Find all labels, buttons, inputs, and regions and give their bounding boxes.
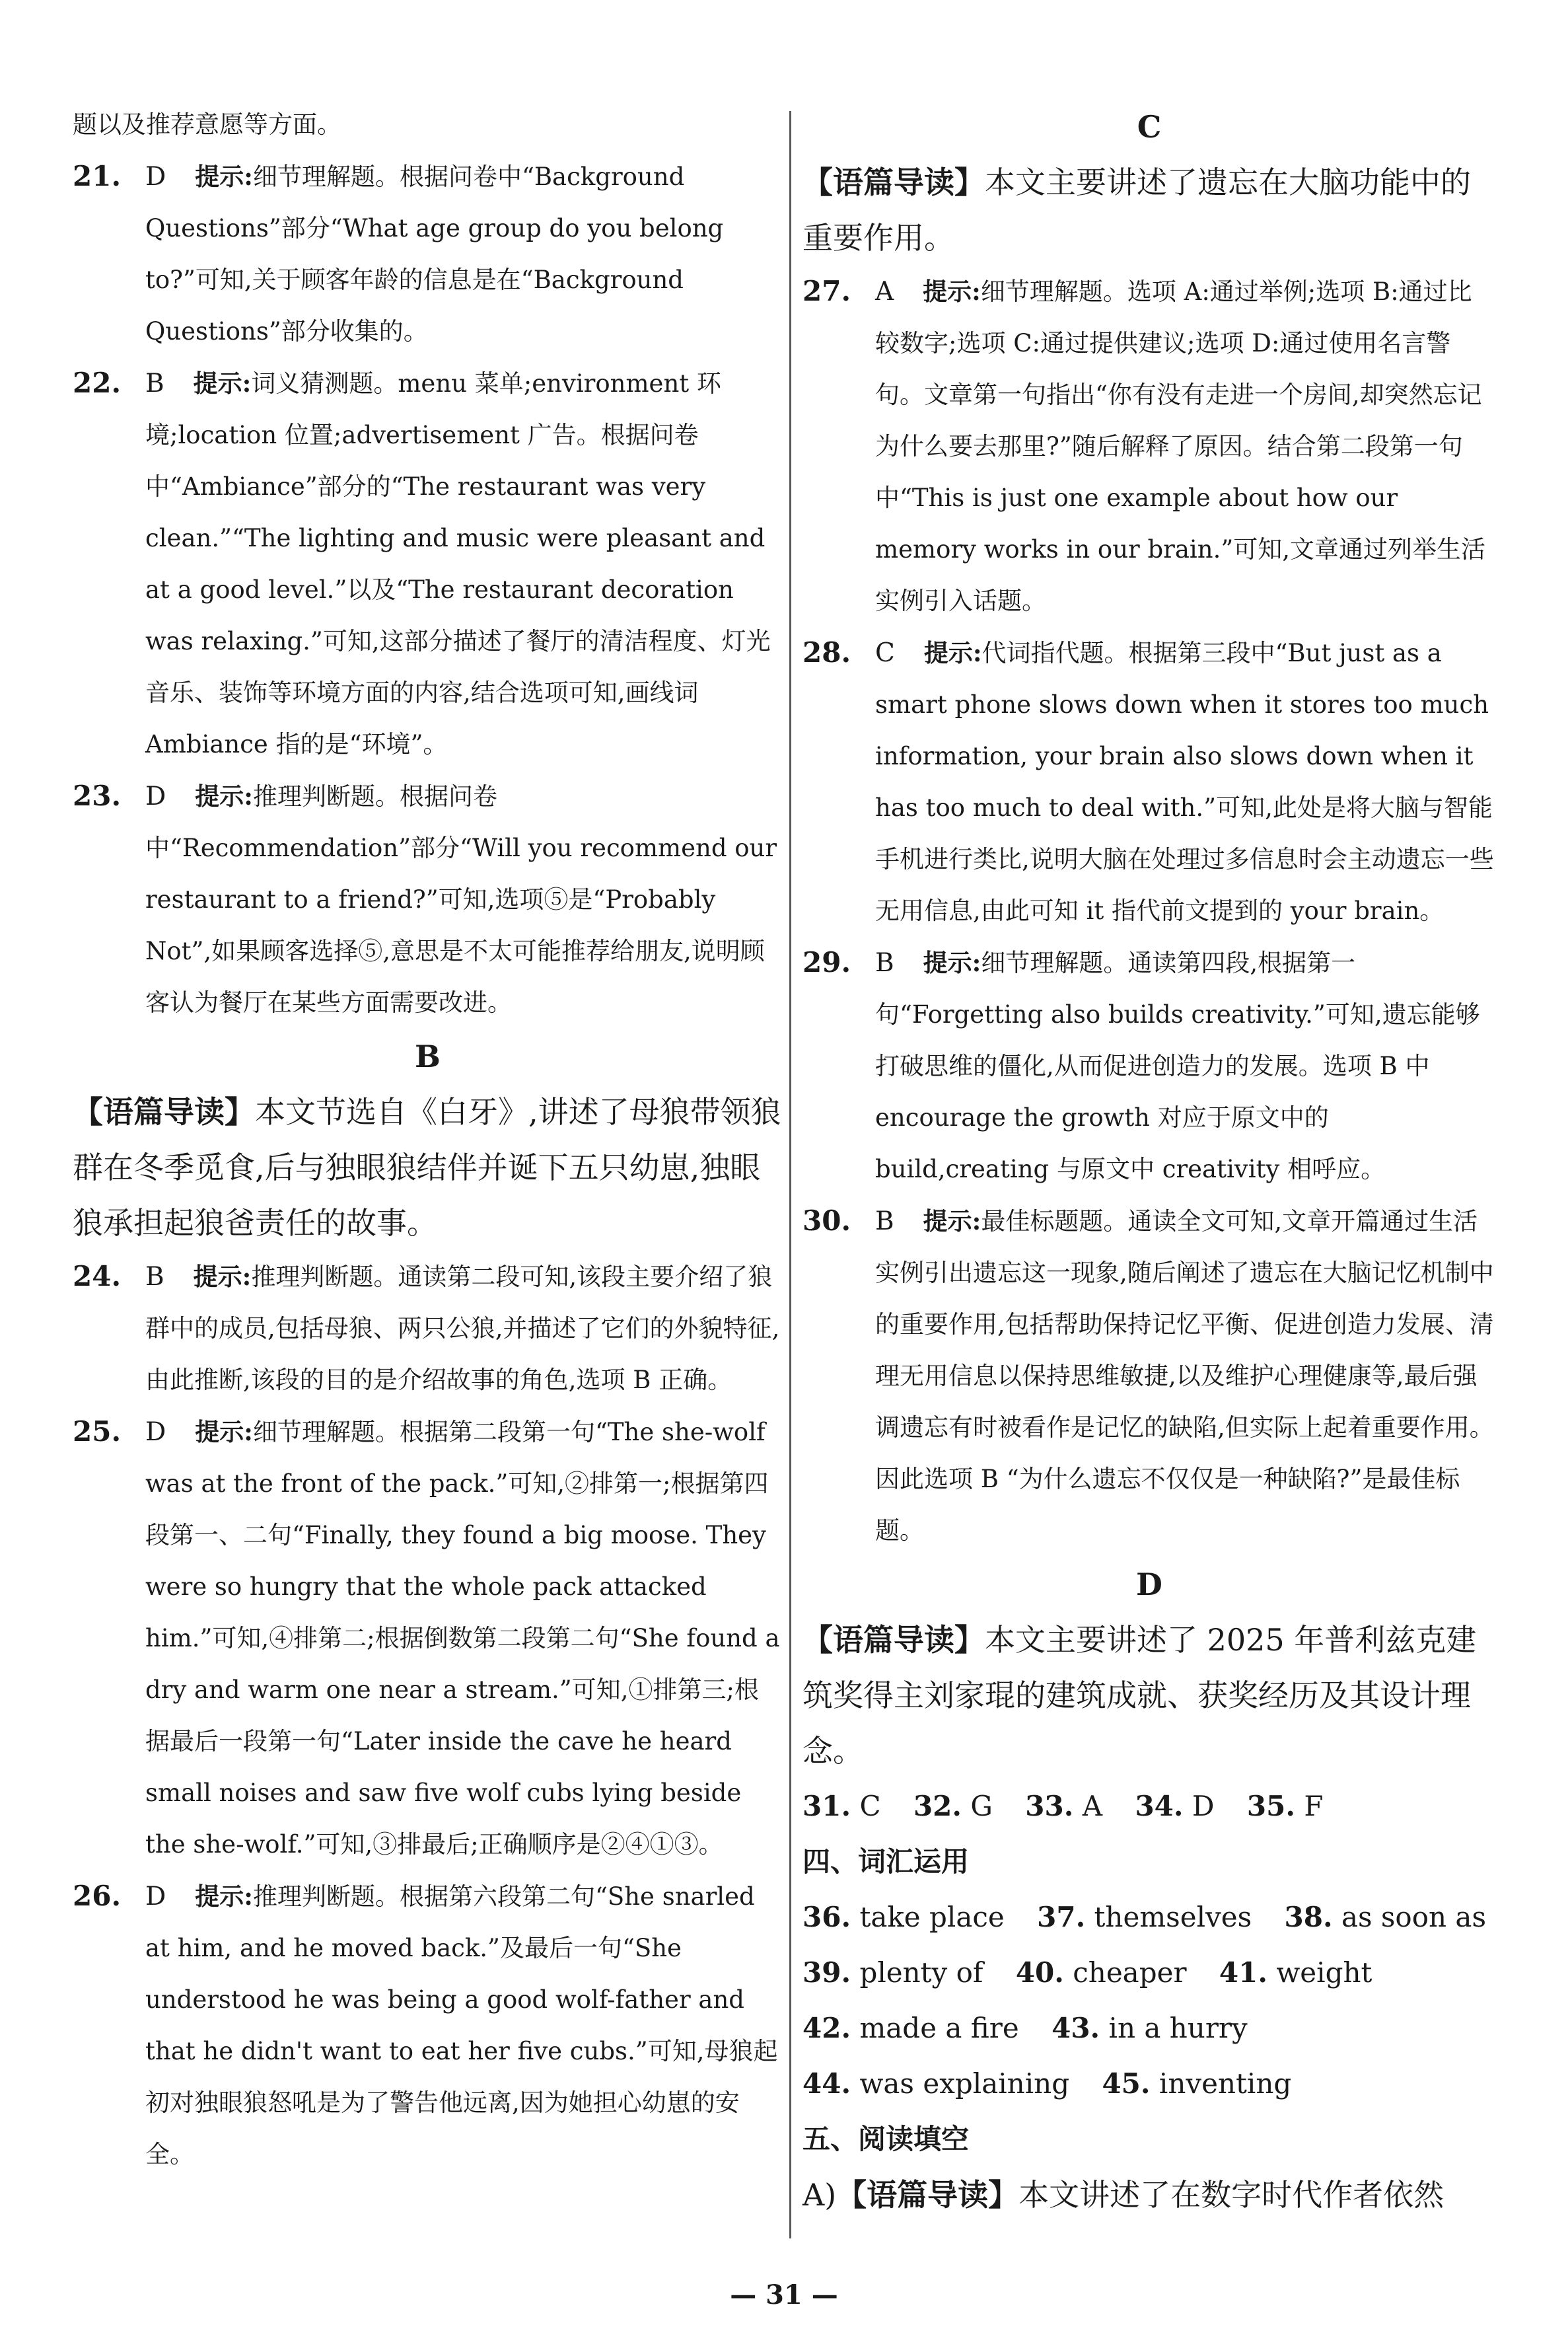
answer-33: 33. A bbox=[1025, 1790, 1103, 1822]
answer-letter: D bbox=[145, 1882, 166, 1911]
answer-42: 42. made a fire bbox=[802, 2012, 1019, 2044]
hint-label: 提示: bbox=[193, 1262, 252, 1291]
guide-text: 本文讲述了在数字时代作者依然 bbox=[1018, 2177, 1444, 2213]
vocab-row bbox=[802, 2001, 1496, 2056]
question-number: 28. bbox=[802, 636, 851, 669]
explanation: 代词指代题。根据第三段中“But just as a smart phone slows down when it stores too much information, your brain also slows down when it has too much to deal with.”可知,此处是将大脑与智能手机进行类比,说明大脑在处理过多信息时会主动遗忘一些无用信息,由此可知 it 指代前文提到的 your brain。 bbox=[875, 639, 1494, 925]
answer-letter: B bbox=[145, 369, 164, 398]
explanation: 推理判断题。通读第二段可知,该段主要介绍了狼群中的成员,包括母狼、两只公狼,并描述了它们的外貌特征,由此推断,该段的目的是介绍故事的角色,选项 B 正确。 bbox=[145, 1263, 780, 1394]
answer-38: 38. as soon as bbox=[1284, 1901, 1487, 1933]
hint-label: 提示: bbox=[923, 277, 981, 306]
answer-31: 31. C bbox=[802, 1790, 881, 1822]
page-number: — 31 — bbox=[730, 2279, 838, 2310]
section-heading-c: C bbox=[1137, 109, 1162, 145]
question-number: 25. bbox=[73, 1415, 122, 1448]
answer-37: 37. themselves bbox=[1037, 1901, 1252, 1933]
section-heading-reading-fill: 五、阅读填空 bbox=[802, 2123, 970, 2155]
answer-27 bbox=[802, 266, 1496, 627]
answer-24 bbox=[73, 1251, 783, 1406]
column-divider bbox=[789, 111, 791, 2238]
answer-21 bbox=[73, 151, 783, 357]
answer-26 bbox=[73, 1870, 783, 2180]
question-number: 23. bbox=[73, 780, 122, 812]
hint-label: 提示: bbox=[193, 369, 252, 398]
left-column bbox=[73, 99, 783, 2180]
hint-label: 提示: bbox=[195, 162, 253, 191]
explanation: 细节理解题。通读第四段,根据第一句“Forgetting also builds creativity.”可知,遗忘能够打破思维的僵化,从而促进创造力的发展。选项 B 中 encourage the growth 对应于原文中的 build,creating 与原文中 creativity 相呼应。 bbox=[875, 949, 1480, 1183]
answer-letter: D bbox=[145, 782, 166, 811]
answer-letter: B bbox=[875, 1206, 894, 1236]
hint-label: 提示: bbox=[923, 1206, 981, 1236]
answer-36: 36. take place bbox=[802, 1901, 1005, 1933]
answer-43: 43. in a hurry bbox=[1051, 2012, 1248, 2044]
answer-39: 39. plenty of bbox=[802, 1956, 983, 1989]
section-heading-d: D bbox=[1136, 1567, 1162, 1602]
answer-22 bbox=[73, 357, 783, 770]
answers-31-35 bbox=[802, 1779, 1496, 1834]
answer-32: 32. G bbox=[913, 1790, 993, 1822]
question-number: 29. bbox=[802, 946, 851, 978]
answer-44: 44. was explaining bbox=[802, 2067, 1070, 2100]
question-number: 30. bbox=[802, 1204, 851, 1237]
explanation: 推理判断题。根据问卷中“Recommendation”部分“Will you recommend our restaurant to a friend?”可知,选项⑤是“Probably Not”,如果顾客选择⑤,意思是不太可能推荐给朋友,说明顾客认为餐厅在某些方面需要改进。 bbox=[145, 782, 777, 1017]
answer-35: 35. F bbox=[1246, 1790, 1324, 1822]
intro-continuation: 题以及推荐意愿等方面。 bbox=[73, 110, 341, 139]
hint-label: 提示: bbox=[923, 948, 981, 977]
vocab-row bbox=[802, 1945, 1496, 2001]
answer-40: 40. cheaper bbox=[1015, 1956, 1187, 1989]
question-number: 27. bbox=[802, 275, 851, 307]
vocab-row bbox=[802, 2056, 1496, 2112]
section-heading-b: B bbox=[415, 1039, 441, 1074]
right-column bbox=[802, 99, 1496, 2223]
guide-tag: 【语篇导读】 bbox=[836, 2177, 1019, 2213]
answer-45: 45. inventing bbox=[1102, 2067, 1292, 2100]
guide-text: 本文节选自《白牙》,讲述了母狼带领狼群在冬季觅食,后与独眼狼结伴并诞下五只幼崽,独眼狼承担起狼爸责任的故事。 bbox=[73, 1094, 781, 1241]
passage-guide-a bbox=[802, 2167, 1496, 2223]
explanation: 推理判断题。根据第六段第二句“She snarled at him, and he moved back.”及最后一句“She understood he was being a good wolf-father and that he didn't want to eat her five cubs.”可知,母狼起初对独眼狼怒吼是为了警告他远离,因为她担心幼崽的安全。 bbox=[145, 1882, 778, 2168]
question-number: 24. bbox=[73, 1260, 122, 1292]
answer-30 bbox=[802, 1195, 1496, 1557]
section-heading-vocabulary: 四、词汇运用 bbox=[802, 1845, 970, 1878]
hint-label: 提示: bbox=[195, 782, 253, 811]
answer-34: 34. D bbox=[1135, 1790, 1215, 1822]
answer-letter: D bbox=[145, 162, 166, 192]
guide-tag: 【语篇导读】 bbox=[802, 165, 985, 200]
answer-letter: D bbox=[145, 1417, 166, 1447]
question-number: 22. bbox=[73, 367, 122, 399]
answer-letter: A bbox=[875, 277, 894, 307]
answer-25 bbox=[73, 1406, 783, 1870]
answer-letter: B bbox=[145, 1262, 164, 1292]
part-label: A) bbox=[802, 2177, 837, 2213]
answer-letter: C bbox=[875, 638, 895, 668]
explanation: 细节理解题。根据第二段第一句“The she-wolf was at the front of the pack.”可知,②排第一;根据第四段第一、二句“Finally, they found a big moose. They were so hungry that the whole pack attacked him.”可知,④排第二;根据倒数第二段第二句“She found a dry and warm one near a stream.”可知,①排第三;根据最后一段第一句“Later inside the cave he heard small noises and saw five wolf cubs lying beside the she-wolf.”可知,③排最后;正确顺序是②④①③。 bbox=[145, 1418, 780, 1859]
answer-letter: B bbox=[875, 948, 894, 978]
explanation: 细节理解题。选项 A:通过举例;选项 B:通过比较数字;选项 C:通过提供建议;选项 D:通过使用名言警句。文章第一句指出“你有没有走进一个房间,却突然忘记为什么要去那里?”随后解释了原因。结合第二段第一句中“This is just one example about how our memory works in our brain.”可知,文章通过列举生活实例引入话题。 bbox=[875, 277, 1486, 615]
question-number: 21. bbox=[73, 160, 122, 192]
explanation: 词义猜测题。menu 菜单;environment 环境;location 位置;advertisement 广告。根据问卷中“Ambiance”部分的“The restaurant was very clean.”“The lighting and music were pleasant and at a good level.”以及“The restaurant decoration was relaxing.”可知,这部分描述了餐厅的清洁程度、灯光音乐、装饰等环境方面的内容,结合选项可知,画线词 Ambiance 指的是“环境”。 bbox=[145, 369, 771, 758]
question-number: 26. bbox=[73, 1880, 122, 1912]
explanation: 细节理解题。根据问卷中“Background Questions”部分“What age group do you belong to?”可知,关于顾客年龄的信息是在“Background Questions”部分收集的。 bbox=[145, 163, 724, 346]
answer-23 bbox=[73, 770, 783, 1029]
guide-text: 本文主要讲述了遗忘在大脑功能中的重要作用。 bbox=[802, 165, 1471, 256]
passage-guide-b bbox=[73, 1084, 783, 1251]
passage-guide-c bbox=[802, 155, 1496, 266]
hint-label: 提示: bbox=[923, 638, 982, 667]
answer-41: 41. weight bbox=[1219, 1956, 1372, 1989]
vocab-row bbox=[802, 1890, 1496, 1945]
guide-tag: 【语篇导读】 bbox=[802, 1622, 985, 1658]
hint-label: 提示: bbox=[195, 1882, 253, 1911]
guide-tag: 【语篇导读】 bbox=[73, 1094, 255, 1130]
hint-label: 提示: bbox=[195, 1417, 253, 1446]
guide-text: 本文主要讲述了 2025 年普利兹克建筑奖得主刘家琨的建筑成就、获奖经历及其设计理念。 bbox=[802, 1622, 1477, 1769]
answer-29 bbox=[802, 937, 1496, 1195]
passage-guide-d bbox=[802, 1612, 1496, 1779]
explanation: 最佳标题题。通读全文可知,文章开篇通过生活实例引出遗忘这一现象,随后阐述了遗忘在大脑记忆机制中的重要作用,包括帮助保持记忆平衡、促进创造力发展、清理无用信息以保持思维敏捷,以及维护心理健康等,最后强调遗忘有时被看作是记忆的缺陷,但实际上起着重要作用。因此选项 B “为什么遗忘不仅仅是一种缺陷?”是最佳标题。 bbox=[875, 1207, 1494, 1545]
answer-28 bbox=[802, 627, 1496, 937]
